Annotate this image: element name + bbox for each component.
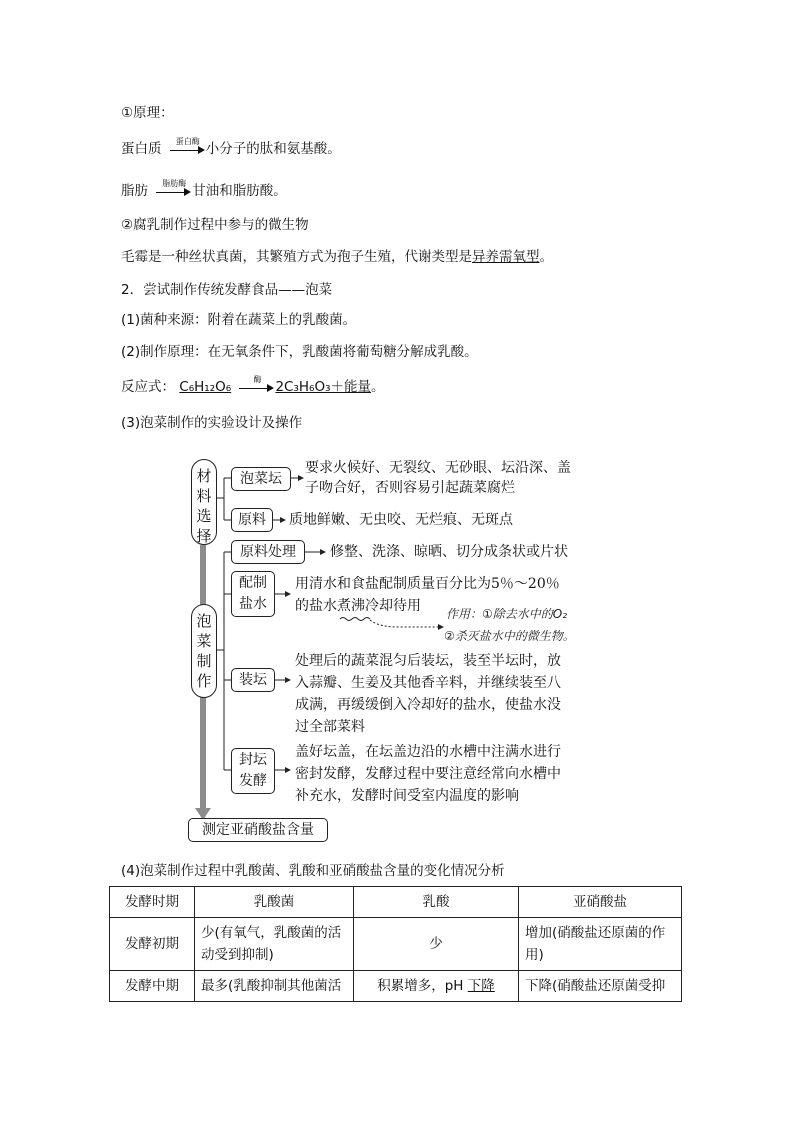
pack-text-2: 入蒜瓣、生姜及其他香辛料，并继续装至八 (295, 675, 561, 691)
equation-end: 。 (370, 379, 385, 395)
brine-label-2: 盐水 (239, 596, 267, 612)
microbe-text-before: 毛霉是一种丝状真菌，其繁殖方式为孢子生殖，代谢类型是 (121, 249, 472, 265)
pack-text-3: 成满，再缓缓倒入冷却好的盐水，使盐水没 (295, 697, 561, 713)
seal-text-2: 密封发酵，发酵过程中要注意经常向水槽中 (295, 766, 561, 782)
equation-label: 反应式： (121, 379, 175, 395)
nitrite-measure-box: 测定亚硝酸盐含量 (188, 818, 328, 842)
cell-acid (354, 971, 519, 1002)
process-text: 修整、洗涤、晾晒、切分成条状或片状 (330, 544, 568, 560)
jar-text-1: 要求火候好、无裂纹、无砂眼、坛沿深、盖 (305, 460, 571, 476)
equation-product: 2C₃H₆O₃＋能量 (275, 379, 371, 395)
acid-text: 积累增多，pH (377, 978, 468, 994)
protein-substrate: 蛋白质 (121, 141, 162, 157)
microbe-heading: ②腐乳制作过程中参与的微生物 (121, 217, 309, 233)
pickle-making-label: 泡菜制作 (196, 612, 212, 690)
handwritten-note-2: ②杀灭盐水中的微生物。 (444, 629, 575, 643)
pack-text-4: 过全部菜料 (295, 719, 365, 735)
protein-product: 小分子的肽和氨基酸。 (205, 141, 341, 157)
handwritten-note-1: 作用：①除去水中的O₂ (446, 607, 568, 621)
cell-bacteria: 少(有氧气，乳酸菌的活动受到抑制) (195, 918, 354, 971)
metabolism-type: 异养需氧型 (472, 249, 540, 265)
analysis-table (109, 886, 682, 1002)
brine-box (231, 571, 275, 617)
table-row (110, 918, 682, 971)
brine-text-2 (295, 596, 421, 616)
jar-box: 泡菜坛 (231, 467, 291, 491)
table-row (110, 971, 682, 1002)
cell-nitrite: 增加(硝酸盐还原菌的作用) (519, 918, 682, 971)
cell-period: 发酵中期 (110, 971, 195, 1002)
seal-box (231, 748, 275, 794)
fat-product: 甘油和脂肪酸。 (192, 183, 287, 199)
cell-nitrite: 下降(硝酸盐还原菌受抑 (519, 971, 682, 1002)
cell-bacteria: 最多(乳酸抑制其他菌活 (195, 971, 354, 1002)
raw-text: 质地鲜嫩、无虫咬、无烂痕、无斑点 (289, 512, 513, 528)
header-nitrite: 亚硝酸盐 (519, 887, 682, 918)
header-period: 发酵时期 (110, 887, 195, 918)
principle-heading: ①原理： (121, 105, 174, 121)
section2-heading: 2．尝试制作传统发酵食品——泡菜 (121, 282, 333, 298)
table-header-row (110, 887, 682, 918)
pickle-principle: (2)制作原理：在无氧条件下，乳酸菌将葡萄糖分解成乳酸。 (121, 344, 478, 360)
microbe-text-end: 。 (539, 249, 553, 265)
process-box: 原料处理 (231, 540, 305, 564)
brine-text-1: 用清水和食盐配制质量百分比为5％～20％ (295, 576, 560, 592)
header-bacteria: 乳酸菌 (195, 887, 354, 918)
raw-box: 原料 (231, 508, 273, 532)
brine-text-2-pre: 的盐水 (295, 598, 337, 614)
boil-emphasis: 煮沸 (337, 598, 365, 614)
material-selection-label: 材料选择 (196, 467, 212, 545)
packing-box: 装坛 (231, 668, 275, 692)
design-heading: (3)泡菜制作的实验设计及操作 (121, 415, 303, 431)
jar-text-2: 子吻合好，否则容易引起蔬菜腐烂 (305, 480, 515, 496)
enzyme-label: 酶 (253, 375, 262, 384)
fat-substrate: 脂肪 (121, 183, 148, 199)
lipase-label: 脂肪酶 (162, 179, 187, 188)
pack-text-1: 处理后的蔬菜混匀后装坛，装至半坛时，放 (295, 653, 561, 669)
cell-period: 发酵初期 (110, 918, 195, 971)
equation-reactant: C₆H₁₂O₆ (179, 379, 232, 395)
material-selection-group (191, 459, 217, 545)
brine-label-1: 配制 (239, 575, 267, 591)
seal-text-1: 盖好坛盖，在坛盖边沿的水槽中注满水进行 (295, 744, 561, 760)
pickle-making-group (191, 604, 217, 698)
seal-label-2: 发酵 (239, 773, 267, 789)
acid-underlined: 下降 (467, 978, 495, 994)
analysis-heading: (4)泡菜制作过程中乳酸菌、乳酸和亚硝酸盐含量的变化情况分析 (121, 863, 505, 879)
header-acid: 乳酸 (354, 887, 519, 918)
cell-acid: 少 (354, 918, 519, 971)
seal-label-1: 封坛 (239, 752, 267, 768)
protease-label: 蛋白酶 (175, 137, 200, 146)
strain-source: (1)菌种来源：附着在蔬菜上的乳酸菌。 (121, 312, 357, 328)
seal-text-3: 补充水，发酵时间受室内温度的影响 (295, 788, 519, 804)
brine-text-2-post: 冷却待用 (365, 598, 421, 614)
